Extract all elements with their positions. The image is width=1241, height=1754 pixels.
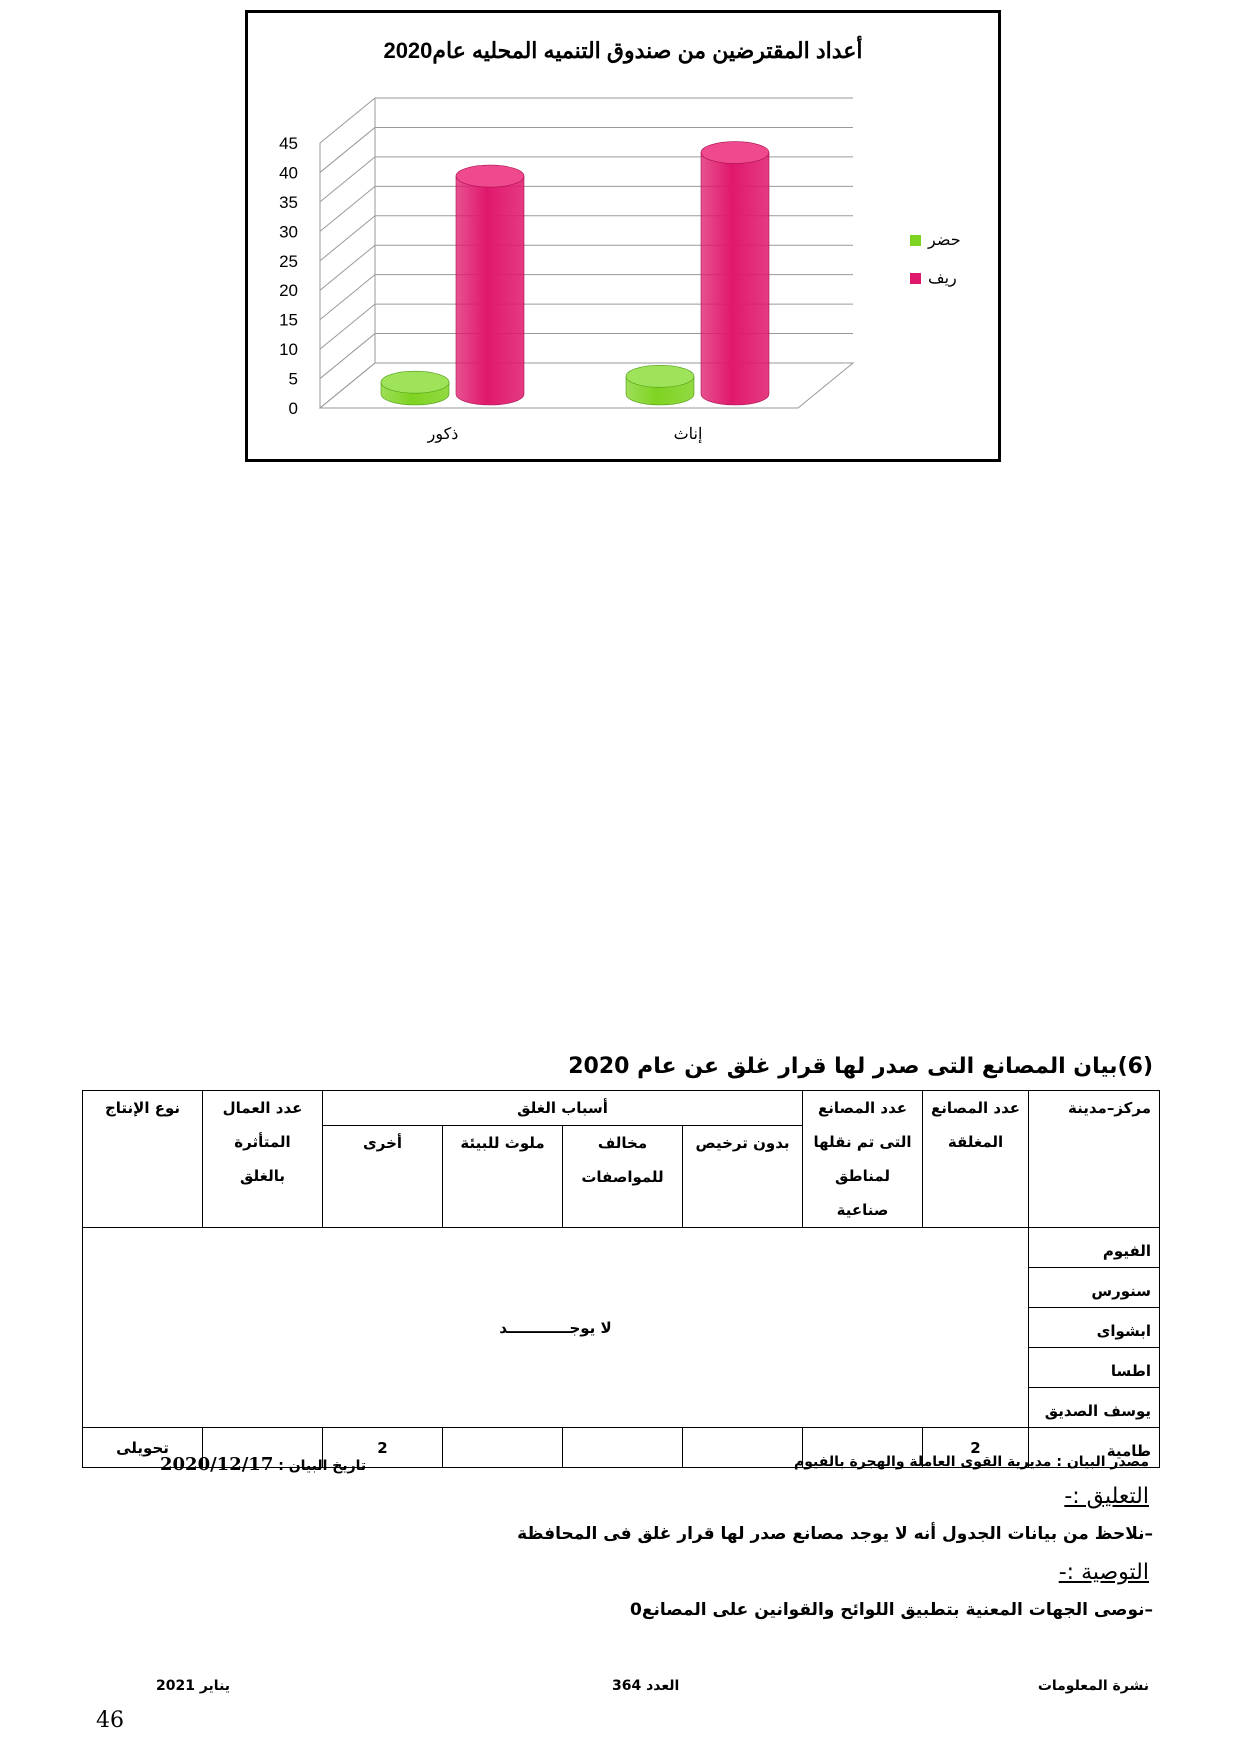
gridline-depth: [320, 275, 375, 320]
bar-chart: [248, 13, 998, 459]
comment-text: –نلاحظ من بيانات الجدول أنه لا يوجد مصانع صدر لها قرار غلق فى المحافظة: [517, 1524, 1153, 1544]
header-center: مركز–مدينة: [1029, 1091, 1160, 1228]
y-tick-label: 0: [288, 399, 298, 418]
legend-swatch: [910, 235, 921, 246]
row-name: اطسا: [1029, 1348, 1160, 1388]
header-no-license: بدون ترخيص: [683, 1126, 803, 1228]
bar-top: [456, 165, 524, 187]
recommendation-heading: التوصية :-: [1058, 1560, 1149, 1585]
empty-cell: [683, 1428, 803, 1468]
last-row-other: 2: [323, 1428, 443, 1468]
y-tick-label: 35: [279, 192, 298, 212]
gridline-depth: [320, 245, 375, 290]
footer-publication: نشرة المعلومات: [1037, 1678, 1149, 1694]
gridline-depth: [320, 127, 375, 172]
row-name: ابشواى: [1029, 1308, 1160, 1348]
bar-top: [381, 371, 449, 393]
header-workers: عدد العمال المتأثرة بالغلق: [203, 1091, 323, 1228]
header-production: نوع الإنتاج: [83, 1091, 203, 1228]
gridline-depth: [320, 98, 375, 143]
y-tick-label: 5: [288, 369, 298, 389]
closed-factories-table: [82, 1090, 1160, 1468]
header-closed: عدد المصانع المغلقة: [923, 1091, 1029, 1228]
legend-label: حضر: [928, 232, 961, 249]
bar-top: [626, 365, 694, 387]
date-value: 2020/12/17: [160, 1454, 274, 1475]
y-tick-label: 10: [279, 340, 298, 360]
x-category-label: ذكور: [427, 426, 459, 443]
y-tick-label: 45: [279, 134, 298, 153]
comment-heading: التعليق :-: [1064, 1484, 1149, 1509]
last-row-name: طامية: [1029, 1428, 1160, 1468]
y-tick-label: 20: [279, 281, 298, 301]
y-tick-label: 15: [279, 310, 298, 330]
footer-date: يناير 2021: [156, 1678, 231, 1694]
footer-issue: العدد 364: [612, 1678, 680, 1694]
page-number: 46: [96, 1708, 124, 1733]
gridline-depth: [320, 216, 375, 261]
empty-cell: [563, 1428, 683, 1468]
row-name: يوسف الصديق: [1029, 1388, 1160, 1428]
chart-title: أعداد المقترضين من صندوق التنميه المحليه عام2020: [383, 38, 863, 63]
chart-frame: [245, 10, 1001, 462]
date-label: تاريخ البيان :: [278, 1458, 367, 1474]
gridline-depth: [320, 304, 375, 349]
y-tick-label: 40: [279, 163, 298, 183]
header-moved: عدد المصانع التى تم نقلها لمناطق صناعية: [803, 1091, 923, 1228]
header-polluting: ملوث للبيئة: [443, 1126, 563, 1228]
bar-ريف-إناث: [701, 153, 769, 405]
recommendation-text: –نوصى الجهات المعنية بتطبيق اللوائح والقوانين على المصانع0: [630, 1600, 1153, 1620]
last-row-production: تحويلى: [83, 1428, 203, 1468]
date-note: [160, 1454, 366, 1475]
gridline-depth: [320, 186, 375, 231]
header-violating: مخالف للمواصفات: [563, 1126, 683, 1228]
bar-top: [701, 142, 769, 164]
header-other: أخرى: [323, 1126, 443, 1228]
gridline-depth: [320, 334, 375, 379]
none-message: لا يوجــــــــــــد: [83, 1228, 1029, 1428]
x-category-label: إناث: [673, 426, 703, 443]
gridline-depth: [320, 157, 375, 202]
row-name: سنورس: [1029, 1268, 1160, 1308]
header-reasons: أسباب الغلق: [323, 1091, 803, 1126]
legend-label: ريف: [928, 270, 957, 287]
bar-ريف-ذكور: [456, 176, 524, 405]
y-tick-label: 30: [279, 222, 298, 242]
last-row-closed: 2: [923, 1428, 1029, 1468]
source-note: مصدر البيان : مديرية القوى العاملة والهجرة بالفيوم: [794, 1454, 1149, 1470]
empty-cell: [443, 1428, 563, 1468]
y-tick-label: 25: [279, 251, 298, 271]
row-name: الفيوم: [1029, 1228, 1160, 1268]
legend-swatch: [910, 273, 921, 284]
table-title: (6)بيان المصانع التى صدر لها قرار غلق عن عام 2020: [568, 1054, 1153, 1079]
